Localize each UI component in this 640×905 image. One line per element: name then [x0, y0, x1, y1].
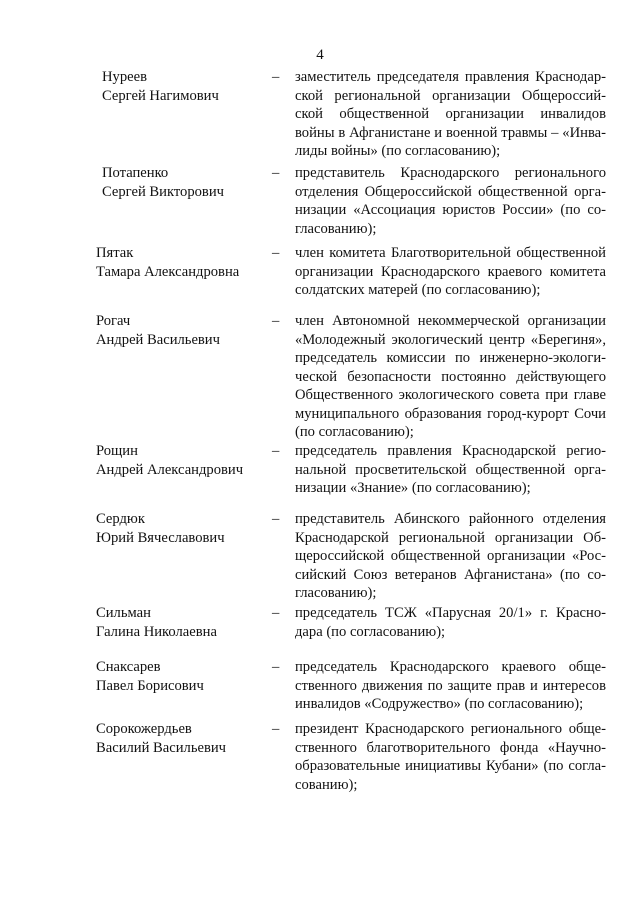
position-description	[295, 164, 606, 238]
description-line: ской общественной организации инвалидов	[295, 106, 606, 122]
person-name	[102, 164, 282, 201]
description-line: член комитета Благотворительной общественной	[295, 245, 606, 261]
description-line: инвалидов «Содружество» (по согласованию);	[295, 696, 584, 712]
description-line: заместитель председателя правления Краснодар-	[295, 69, 606, 85]
person-name	[96, 604, 276, 641]
position-description	[295, 68, 606, 161]
dash: –	[272, 511, 280, 527]
description-line: образовательные инициативы Кубани» (по согла-	[295, 758, 606, 774]
surname: Нуреев	[102, 69, 147, 85]
description-line: ческой безопасности постоянно действующего	[295, 368, 606, 385]
given-names: Тамара Александровна	[96, 263, 240, 280]
position-description	[295, 244, 606, 300]
description-line: председатель ТСЖ «Парусная 20/1» г. Красно-	[295, 605, 606, 621]
person-name	[96, 658, 276, 695]
description-line: низации «Ассоциация юристов России» (по со-	[295, 202, 606, 218]
description-line: отделения Общероссийской общественной орга-	[295, 183, 606, 200]
given-names: Сергей Викторович	[102, 183, 224, 200]
dash: –	[272, 443, 280, 459]
person-name	[102, 68, 282, 105]
person-name	[96, 442, 276, 479]
description-line: ственного благотворительного фонда «Научно-	[295, 739, 606, 756]
given-names: Сергей Нагимович	[102, 87, 219, 104]
description-line: Общественного экологического совета при главе	[295, 387, 606, 403]
dash: –	[272, 605, 280, 621]
surname: Сорокожердьев	[96, 721, 192, 737]
dash: –	[272, 313, 280, 329]
description-line: председатель Краснодарского краевого обще-	[295, 659, 606, 675]
given-names: Андрей Александрович	[96, 461, 244, 478]
description-line: представитель Абинского районного отделения	[295, 511, 606, 527]
description-line: низации «Знание» (по согласованию);	[295, 480, 531, 496]
page-number: 4	[316, 47, 324, 63]
description-line: ской региональной организации Общероссий-	[295, 87, 606, 104]
description-line: Краснодарской региональной организации Об-	[295, 529, 606, 546]
description-line: гласованию);	[295, 585, 377, 601]
given-names: Василий Васильевич	[96, 739, 227, 756]
surname: Сердюк	[96, 511, 145, 527]
position-description	[295, 720, 606, 794]
surname: Рогач	[96, 313, 131, 329]
given-names: Павел Борисович	[96, 677, 204, 694]
person-name	[96, 510, 276, 547]
description-line: муниципального образования город-курорт Сочи	[295, 405, 606, 422]
description-line: солдатских матерей (по согласованию);	[295, 282, 541, 298]
position-description	[295, 658, 606, 714]
description-line: дара (по согласованию);	[295, 623, 446, 640]
description-line: представитель Краснодарского регионального	[295, 165, 606, 181]
dash: –	[272, 245, 280, 261]
dash: –	[272, 659, 280, 675]
description-line: член Автономной некоммерческой организации	[295, 313, 606, 329]
description-line: председатель комиссии по инженерно-экологи-	[295, 350, 606, 366]
dash: –	[272, 69, 280, 85]
description-line: ственного движения по защите прав и интересов	[295, 677, 606, 694]
description-line: нальной просветительской общественной орга-	[295, 461, 606, 478]
person-name	[96, 312, 276, 349]
given-names: Галина Николаевна	[96, 623, 217, 640]
person-name	[96, 244, 276, 281]
position-description	[295, 442, 606, 498]
description-line: сованию);	[295, 776, 358, 793]
given-names: Андрей Васильевич	[96, 331, 220, 348]
position-description	[295, 312, 606, 442]
surname: Пятак	[96, 245, 134, 261]
surname: Снаксарев	[96, 659, 161, 675]
given-names: Юрий Вячеславович	[96, 529, 225, 546]
dash: –	[272, 721, 280, 737]
description-line: войны в Афганистане и военной травмы – «Инва-	[295, 124, 606, 141]
surname: Сильман	[96, 605, 151, 621]
description-line: сийский Союз ветеранов Афганистана» (по со-	[295, 566, 606, 583]
description-line: лиды войны» (по согласованию);	[295, 143, 501, 159]
description-line: «Молодежный экологический центр «Берегиня»,	[295, 331, 606, 348]
description-line: щероссийской общественной организации «Рос-	[295, 548, 606, 564]
description-line: организации Краснодарского краевого комитета	[295, 263, 606, 280]
description-line: (по согласованию);	[295, 424, 414, 440]
surname: Рощин	[96, 443, 138, 459]
description-line: председатель правления Краснодарской регио-	[295, 443, 606, 459]
description-line: гласованию);	[295, 220, 377, 237]
person-name	[96, 720, 276, 757]
surname: Потапенко	[102, 165, 169, 181]
dash: –	[272, 165, 280, 181]
position-description	[295, 510, 606, 603]
position-description	[295, 604, 606, 641]
description-line: президент Краснодарского регионального обще-	[295, 721, 606, 737]
